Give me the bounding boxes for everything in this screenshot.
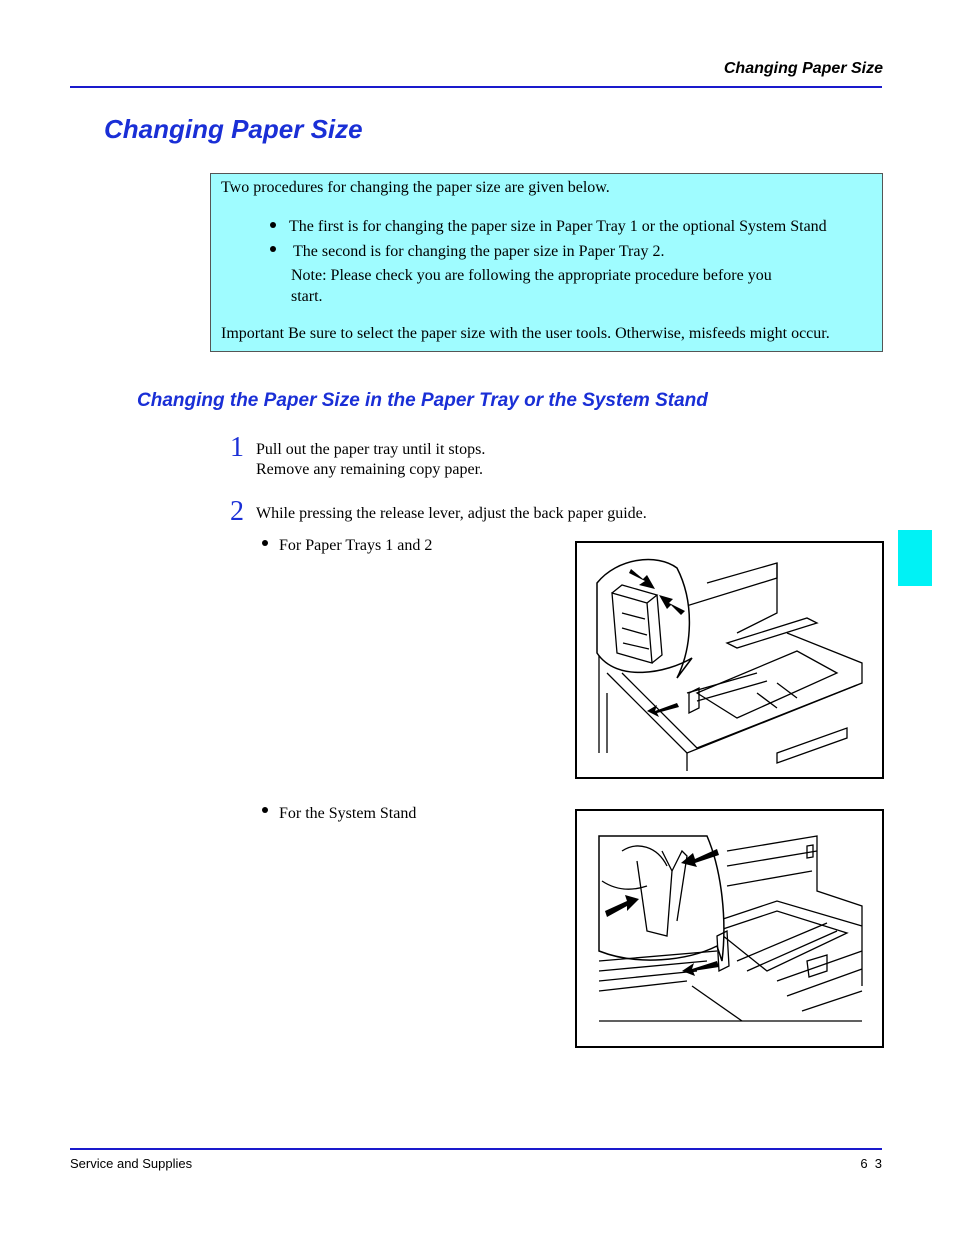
chapter-tab	[898, 530, 932, 586]
running-header: Changing Paper Size	[723, 60, 883, 77]
footer-rule	[70, 1148, 882, 1150]
sub-bullet-system-stand: For the System Stand	[279, 805, 417, 822]
bullet-icon	[270, 222, 276, 228]
page-title: Changing Paper Size	[104, 114, 363, 144]
bullet-icon	[262, 540, 268, 546]
section-title: Changing the Paper Size in the Paper Tray or the System Stand	[137, 390, 708, 411]
footer-section: Service and Supplies	[70, 1156, 193, 1171]
sub-bullet-trays: For Paper Trays 1 and 2	[279, 537, 433, 554]
system-stand-illustration	[575, 809, 884, 1048]
bullet-icon	[262, 807, 268, 813]
step-number-1: 1	[230, 432, 244, 463]
info-important: Important Be sure to select the paper size with the user tools. Otherwise, misfeeds might occur.	[221, 325, 830, 342]
paper-tray-drawing	[577, 543, 882, 777]
step-2-line-1: While pressing the release lever, adjust the back paper guide.	[256, 505, 647, 522]
step-1-line-2: Remove any remaining copy paper.	[256, 461, 484, 478]
info-note-line-2: start.	[291, 288, 323, 305]
bullet-icon	[270, 246, 276, 252]
info-intro: Two procedures for changing the paper size are given below.	[221, 179, 610, 196]
system-stand-drawing	[577, 811, 882, 1046]
step-number-2: 2	[230, 496, 244, 527]
step-1-line-1: Pull out the paper tray until it stops.	[256, 441, 486, 458]
paper-tray-illustration	[575, 541, 884, 779]
info-note-line-1: Note: Please check you are following the appropriate procedure before you	[291, 267, 772, 284]
info-box	[210, 173, 883, 352]
info-bullet-2: The second is for changing the paper size in Paper Tray 2.	[293, 243, 665, 260]
header-rule	[70, 86, 882, 88]
page-number: 6 3	[860, 1156, 882, 1171]
info-bullet-1: The first is for changing the paper size in Paper Tray 1 or the optional System Stand	[289, 218, 827, 235]
